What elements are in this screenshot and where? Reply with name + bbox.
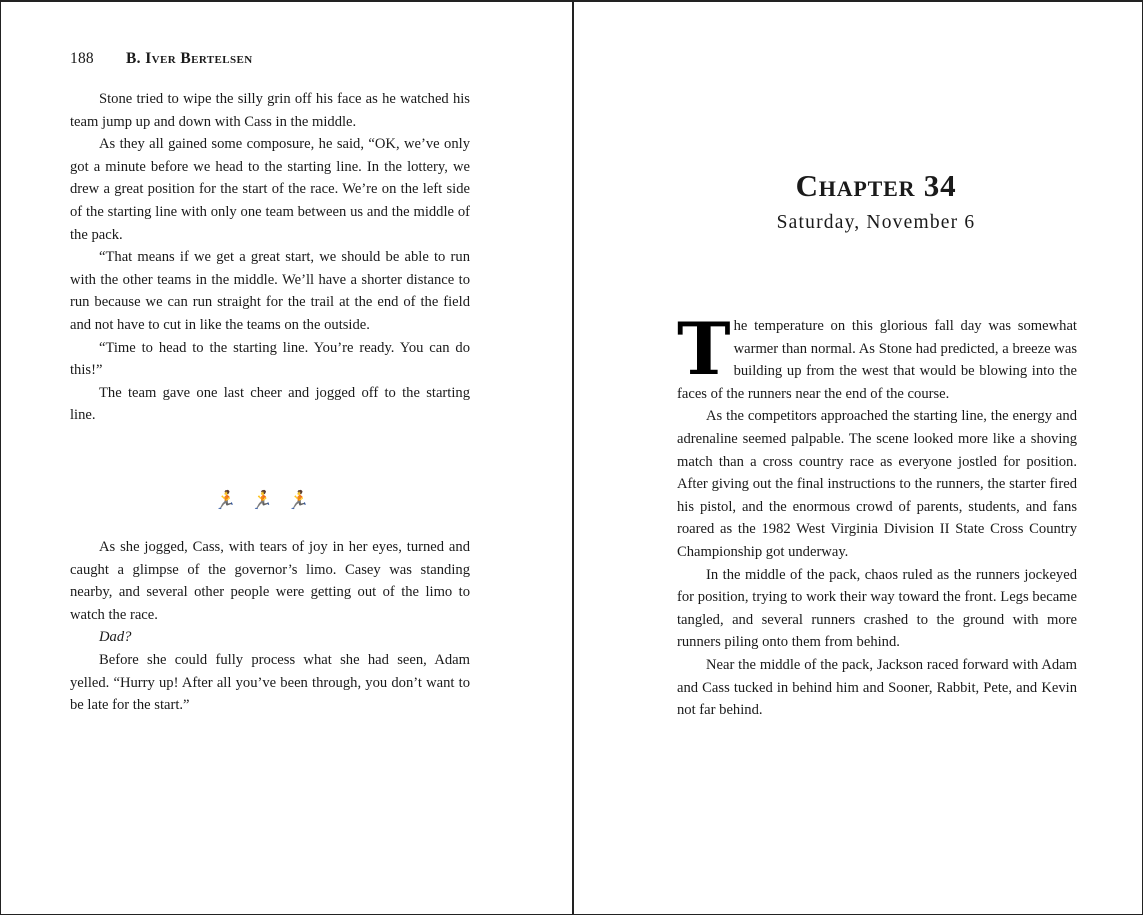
paragraph: “That means if we get a great start, we should be able to run with the other teams in the middle. We’ll have a shorter distance to run because we can run straight for the trail at the end of the field and not have to cut in like the teams on the outside. bbox=[70, 249, 470, 333]
paragraph-italic-thought: Dad? bbox=[99, 629, 132, 646]
paragraph: The team gave one last cheer and jogged off to the starting line. bbox=[70, 384, 470, 424]
running-head bbox=[70, 50, 253, 68]
author-name: B. Iver Bertelsen bbox=[125, 50, 253, 67]
paragraph: In the middle of the pack, chaos ruled as the runners jockeyed for position, trying to work their way toward the front. Legs became tangled, and several runners crashed to the ground with more runners piling onto them from behind. bbox=[677, 566, 1077, 651]
body-text-bottom bbox=[70, 536, 470, 717]
paragraph: As the competitors approached the starting line, the energy and adrenaline seemed palpable. The scene looked more like a shoving match than a cross country race as everyone jostled for position. After giving out the final instructions to the runners, the starter fired his pistol, and the enormous crowd of parents, students, and fans roared as the 1982 West Virginia Division II State Cross Country Championship got underway. bbox=[677, 408, 1077, 560]
opening-paragraph bbox=[677, 306, 1077, 405]
paragraph: As she jogged, Cass, with tears of joy in her eyes, turned and caught a glimpse of the governor’s limo. Casey was standing nearby, and several other people were getting out of the limo to watch the race. bbox=[70, 539, 470, 623]
chapter-body bbox=[677, 306, 1077, 722]
paragraph: “Time to head to the starting line. You’re ready. You can do this!” bbox=[70, 339, 470, 379]
drop-cap: T bbox=[677, 306, 731, 391]
scene-break-runner-icons bbox=[70, 490, 470, 511]
chapter-title: Chapter 34 bbox=[795, 168, 957, 203]
right-page bbox=[574, 0, 1142, 915]
opening-paragraph-text: he temperature on this glorious fall day was somewhat warmer than normal. As Stone had predicted, a breeze was building up from the west that would be blowing into the faces of the runners near the end of the course. bbox=[677, 318, 1077, 402]
chapter-date: Saturday, November 6 bbox=[776, 212, 976, 233]
paragraph: Before she could fully process what she had seen, Adam yelled. “Hurry up! After all you’ve been through, you don’t want to be late for the start.” bbox=[70, 651, 470, 714]
paragraph: As they all gained some composure, he said, “OK, we’ve only got a minute before we head to the starting line. In the lottery, we drew a great position for the start of the race. We’re on the left side of the starting line with only one team between us and the middle of the pack. bbox=[70, 136, 470, 243]
paragraph: Near the middle of the pack, Jackson raced forward with Adam and Cass tucked in behind him and Sooner, Rabbit, Pete, and Kevin not far behind. bbox=[677, 656, 1077, 719]
page-number: 188 bbox=[70, 50, 94, 67]
runner-icons: 🏃🏃🏃 bbox=[213, 490, 327, 511]
body-text-top bbox=[70, 88, 470, 427]
paragraph: Stone tried to wipe the silly grin off his face as he watched his team jump up and down with Cass in the middle. bbox=[70, 91, 470, 130]
